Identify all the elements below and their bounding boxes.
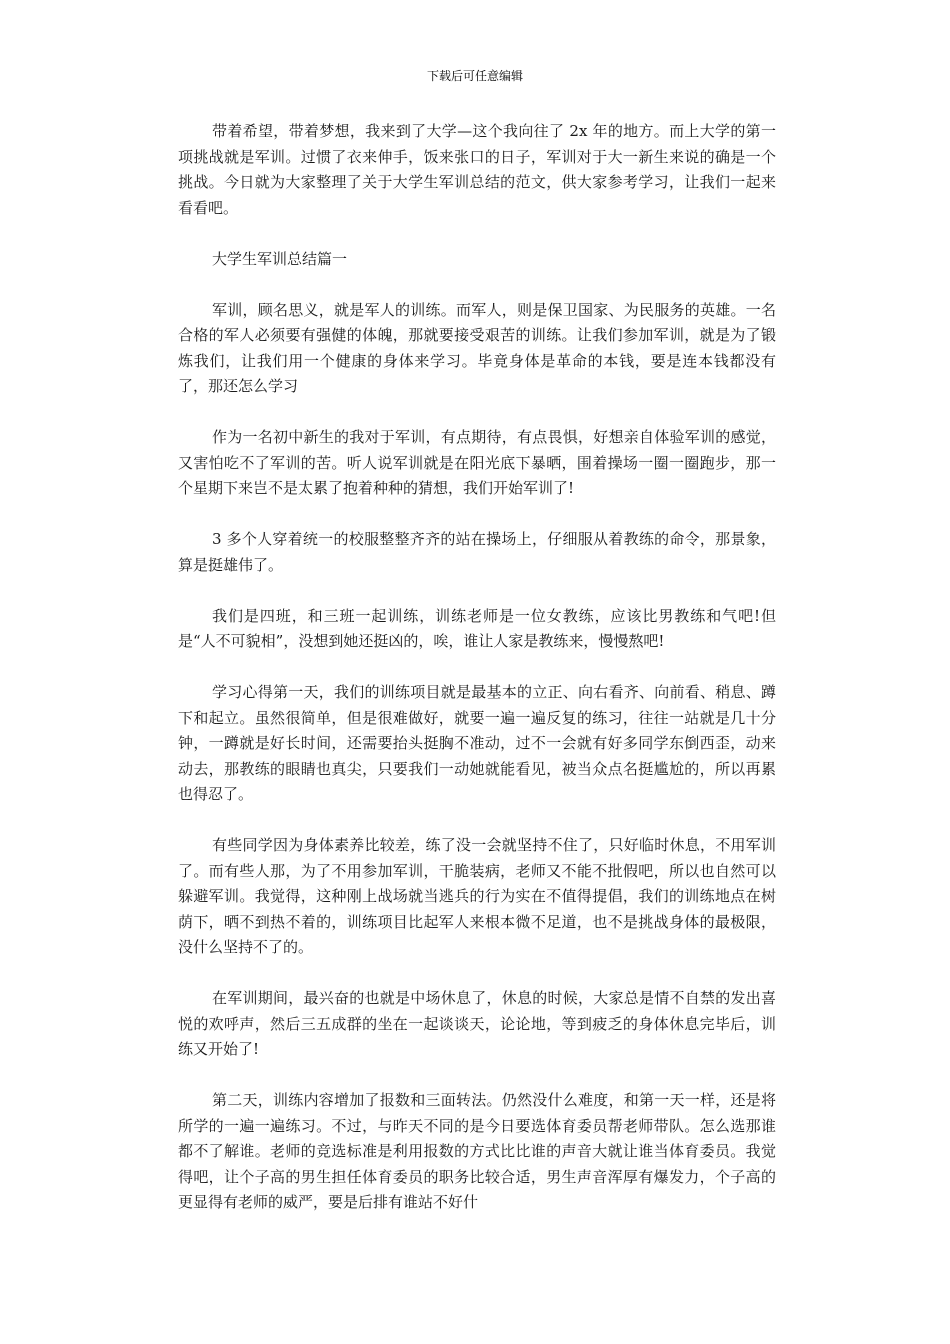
section-title: 大学生军训总结篇一 (212, 249, 348, 268)
body-paragraph-8: 第二天，训练内容增加了报数和三面转法。仍然没什么难度，和第一天一样，还是将所学的一遍一遍练习。不过，与昨天不同的是今日要选体育委员帮老师带队。怎么选那谁都不了解谁。老师的竞选标准是利用报数的方式比比谁的声音大就让谁当体育委员。我觉得吧，让个子高的男生担任体育委员的职务比较合适，男生声音浑厚有爆发力，个子高的更显得有老师的威严，要是后排有谁站不好什 (178, 1091, 776, 1211)
header-note: 下载后可任意编辑 (426, 69, 523, 83)
body-paragraph-3: 3 多个人穿着统一的校服整整齐齐的站在操场上，仔细服从着教练的命令，那景象，算是挺雄伟了。 (178, 530, 776, 574)
body-paragraph-1: 军训，顾名思义，就是军人的训练。而军人，则是保卫国家、为民服务的英雄。一名合格的军人必须要有强健的体魄，那就要接受艰苦的训练。让我们参加军训，就是为了锻炼我们，让我们用一个健康的身体来学习。毕竟身体是革命的本钱，要是连本钱都没有了，那还怎么学习 (178, 300, 776, 395)
document-body (178, 119, 776, 1241)
body-paragraph-4: 我们是四班，和三班一起训练，训练老师是一位女教练，应该比男教练和气吧!但是“人不可貌相”，没想到她还挺凶的，唉，谁让人家是教练来，慢慢熬吧! (178, 606, 776, 650)
body-paragraph-2: 作为一名初中新生的我对于军训，有点期待，有点畏惧，好想亲自体验军训的感觉，又害怕吃不了军训的苦。听人说军训就是在阳光底下暴晒，围着操场一圈一圈跑步，那一个星期下来岂不是太累了抱着种种的猜想，我们开始军训了! (178, 428, 776, 497)
body-paragraph-7: 在军训期间，最兴奋的也就是中场休息了，休息的时候，大家总是情不自禁的发出喜悦的欢呼声，然后三五成群的坐在一起谈谈天，论论地，等到疲乏的身体休息完毕后，训练又开始了! (178, 989, 776, 1058)
body-paragraph-5: 学习心得第一天，我们的训练项目就是最基本的立正、向右看齐、向前看、稍息、蹲下和起立。虽然很简单，但是很难做好，就要一遍一遍反复的练习，往往一站就是几十分钟，一蹲就是好长时间，还需要抬头挺胸不准动，过不一会就有好多同学东倒西歪，动来动去，那教练的眼睛也真尖，只要我们一动她就能看见，被当众点名挺尴尬的，所以再累也得忍了。 (178, 683, 776, 803)
intro-paragraph: 带着希望，带着梦想，我来到了大学—这个我向往了 2x 年的地方。而上大学的第一项挑战就是军训。过惯了衣来伸手，饭来张口的日子，军训对于大一新生来说的确是一个挑战。今日就为大家整理了关于大学生军训总结的范文，供大家参考学习，让我们一起来看看吧。 (178, 122, 776, 217)
body-paragraph-6: 有些同学因为身体素养比较差，练了没一会就坚持不住了，只好临时休息，不用军训了。而有些人那，为了不用参加军训，干脆装病，老师又不能不批假吧，所以也自然可以躲避军训。我觉得，这种刚上战场就当逃兵的行为实在不值得提倡，我们的训练地点在树荫下，晒不到热不着的，训练项目比起军人来根本微不足道，也不是挑战身体的最极限，没什么坚持不了的。 (178, 836, 776, 956)
